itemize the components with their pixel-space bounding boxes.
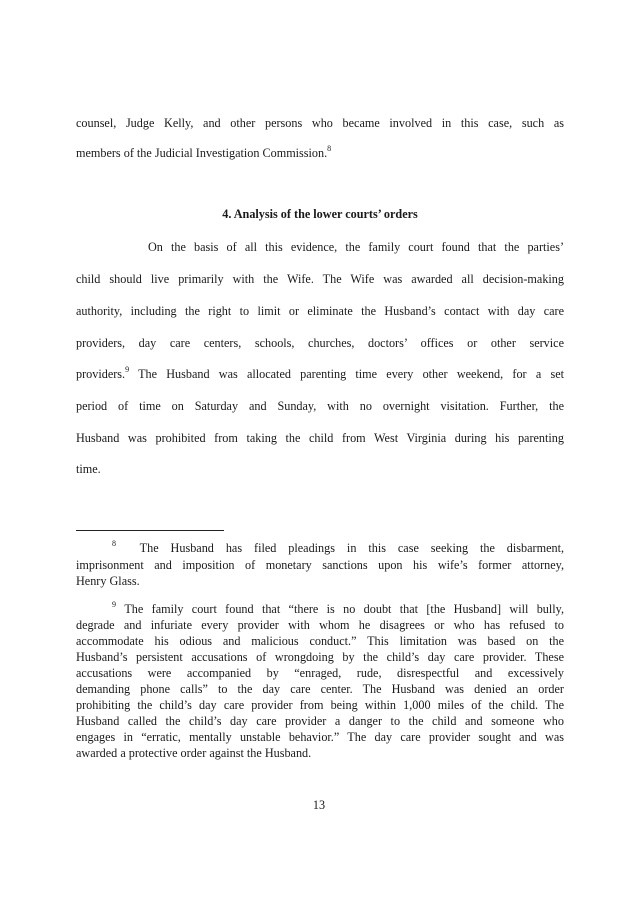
- text-line: [76, 145, 564, 161]
- footnote-number: 9: [112, 599, 116, 609]
- footnote-line: Husband’s persistent accusations of wrongdoing by the child’s day care provider. These: [76, 650, 564, 664]
- text-line: providers, day care centers, schools, churches, doctors’ offices or other service: [76, 336, 564, 350]
- text-span: The Husband was allocated parenting time every other weekend, for a set: [138, 367, 564, 381]
- footnote-line: engages in “erratic, mentally unstable behavior.” The day care provider sought and was: [76, 730, 564, 744]
- footnote-ref-9[interactable]: 9: [125, 364, 130, 374]
- footnote-line: Henry Glass.: [76, 574, 140, 588]
- section-heading: 4. Analysis of the lower courts’ orders: [222, 207, 418, 221]
- text-line: time.: [76, 462, 101, 476]
- footnote-line: prohibiting the child’s day care provider from being within 1,000 miles of the child. The: [76, 698, 564, 712]
- page-number: 13: [312, 798, 326, 812]
- text-line: authority, including the right to limit or eliminate the Husband’s contact with day care: [76, 304, 564, 318]
- footnote-ref-8[interactable]: 8: [327, 143, 332, 153]
- text-span: The family court found that “there is no doubt that [the Husband] will bully,: [124, 602, 565, 616]
- footnote-line: demanding phone calls” to the day care center. The Husband was denied an order: [76, 682, 564, 696]
- footnote-line: Husband called the child’s day care provider a danger to the child and someone who: [76, 714, 564, 728]
- text-span: providers.: [76, 367, 126, 381]
- footnote-line: degrade and infuriate every provider with whom he disagrees or who has refused to: [76, 618, 564, 632]
- text-span: The Husband has filed pleadings in this case seeking the disbarment,: [139, 541, 565, 555]
- footnote-line: imprisonment and imposition of monetary sanctions upon his wife’s former attorney,: [76, 558, 564, 572]
- footnote-line: accusations were accompanied by “enraged, rude, disrespectful and excessively: [76, 666, 564, 680]
- footnote-separator: [76, 530, 224, 531]
- text-span: members of the Judicial Investigation Commission.: [76, 146, 328, 160]
- footnote-line: [112, 538, 565, 556]
- text-line: Husband was prohibited from taking the child from West Virginia during his parenting: [76, 431, 564, 445]
- footnote-line: [112, 599, 565, 617]
- text-line: period of time on Saturday and Sunday, with no overnight visitation. Further, the: [76, 399, 564, 413]
- text-line: counsel, Judge Kelly, and other persons who became involved in this case, such as: [76, 116, 564, 130]
- footnote-number: 8: [112, 538, 116, 548]
- text-line: child should live primarily with the Wife. The Wife was awarded all decision-making: [76, 272, 564, 286]
- text-line: [76, 366, 564, 382]
- footnote-line: awarded a protective order against the Husband.: [76, 746, 312, 760]
- footnote-line: accommodate his odious and malicious conduct.” This limitation was based on the: [76, 634, 564, 648]
- text-line: On the basis of all this evidence, the family court found that the parties’: [148, 240, 564, 254]
